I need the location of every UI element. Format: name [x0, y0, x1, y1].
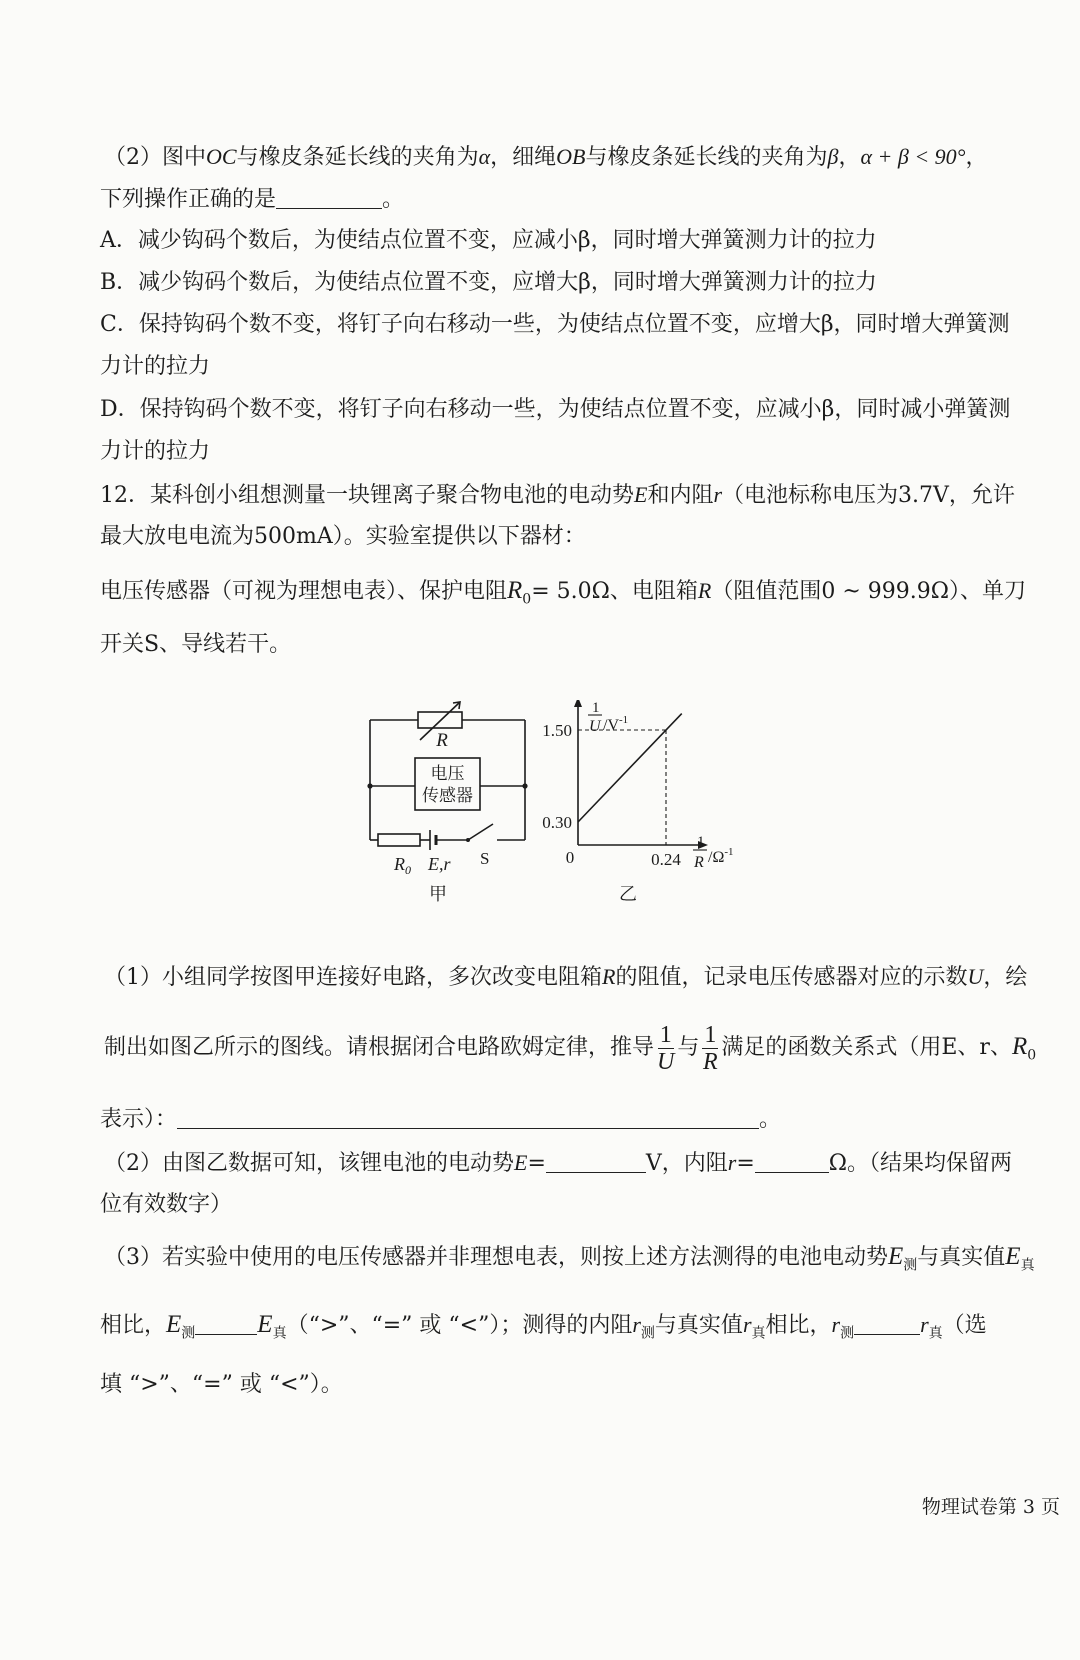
option-c-line2: 力计的拉力	[100, 354, 211, 379]
fraction-1-over-r: $\frac{1}{R}$	[703, 1021, 718, 1075]
x-tick-label: 0.24	[651, 850, 681, 869]
q12-2-line2: 位有效数字）	[100, 1192, 233, 1217]
emf-compare-blank[interactable]	[195, 1310, 257, 1335]
y-tick-label-low: 0.30	[542, 813, 572, 832]
option-d-line2: 力计的拉力	[100, 439, 211, 464]
emf-blank[interactable]	[546, 1148, 646, 1173]
y-axis-arrow	[574, 700, 582, 707]
resistance-blank[interactable]	[755, 1148, 829, 1173]
switch-blade	[468, 824, 493, 840]
q12-line3: 电压传感器（可视为理想电表）、保护电阻$R_0= 5.0\Omega$、电阻箱R（阻值范围0 ~ 999.9Ω）、单刀	[100, 577, 1026, 608]
y-label-unit: $/V^{-1}$	[603, 714, 629, 734]
x-label-den: R	[694, 854, 704, 871]
answer-blank[interactable]	[276, 184, 382, 209]
x-label-unit: $/\Omega^{-1}$	[708, 846, 734, 866]
y-label-num: 1	[592, 700, 600, 716]
q12-1-line1: （1）小组同学按图甲连接好电路，多次改变电阻箱R的阻值，记录电压传感器对应的示数U，绘	[104, 964, 1028, 990]
sensor-label-1: 电压	[430, 764, 465, 784]
y-label-den: U	[589, 718, 601, 735]
option-b: B．减少钩码个数后，为使结点位置不变，应增大β，同时增大弹簧测力计的拉力	[100, 270, 877, 295]
figure	[360, 700, 760, 920]
q12-2-line1: （2）由图乙数据可知，该锂电池的电动势E= V，内阻r= Ω。（结果均保留两	[104, 1150, 1013, 1176]
q12-3-line2: 相比，$E_测$ $E_真(“>$”、“=” 或 “<”）；测得的内阻$r_测$与真实值$r_真$相比，$r_测$ $r_真$（选	[100, 1311, 987, 1342]
x-label-num: 1	[697, 834, 705, 850]
q12-3-line3: 填 “>”、“=” 或 “<”）。	[100, 1372, 343, 1397]
fraction-1-over-u: $\frac{1}{U}$	[657, 1021, 675, 1075]
q12-line2: 最大放电电流为500mA）。实验室提供以下器材：	[100, 524, 586, 549]
resistance-compare-blank[interactable]	[854, 1310, 920, 1335]
r0-label: $R_0$	[394, 854, 411, 877]
s-label: S	[480, 849, 490, 868]
caption-yi: 乙	[619, 884, 637, 905]
er-label: E,r	[428, 854, 451, 874]
option-a: A．减少钩码个数后，为使结点位置不变，应减小β，同时增大弹簧测力计的拉力	[100, 228, 877, 253]
formula-blank[interactable]	[177, 1104, 759, 1129]
page-footer: 物理试卷第 3 页	[921, 1496, 1060, 1518]
q11-2-line2: 下列操作正确的是 。	[100, 184, 404, 215]
option-c-line1: C．保持钩码个数不变，将钉子向右移动一些，为使结点位置不变，应增大β，同时增大弹簧测	[100, 312, 1010, 337]
q12-3-line1: （3）若实验中使用的电压传感器并非理想电表，则按上述方法测得的电池电动势$E_测$与真实值$E_真$	[104, 1243, 1035, 1274]
q12-line1: 12．某科创小组想测量一块锂离子聚合物电池的电动势E和内阻r（电池标称电压为3.7V，允许	[100, 482, 1015, 508]
q12-1-line3: 表示）： 。	[100, 1104, 781, 1135]
q11-2-line1: （2）图中OC与橡皮条延长线的夹角为α，细绳OB与橡皮条延长线的夹角为β，α + β < 90°，	[104, 144, 988, 170]
q12-line4: 开关S、导线若干。	[100, 632, 292, 657]
r0-resistor	[378, 834, 420, 846]
origin-label: 0	[565, 848, 575, 867]
caption-jia: 甲	[429, 884, 447, 905]
y-tick-label-high: 1.50	[542, 721, 572, 740]
graph	[542, 700, 733, 905]
sensor-label-2: 传感器	[422, 786, 473, 806]
r-label: R	[436, 730, 448, 751]
q12-1-line2: 制出如图乙所示的图线。请根据闭合电路欧姆定律，推导 $\frac{1}{U}$ 与 $\frac{1}{R}$ 满足的函数关系式（用E、r、$R_0$	[104, 1021, 1037, 1075]
option-d-line1: D．保持钩码个数不变，将钉子向右移动一些，为使结点位置不变，应减小β，同时减小弹簧测	[100, 397, 1011, 422]
